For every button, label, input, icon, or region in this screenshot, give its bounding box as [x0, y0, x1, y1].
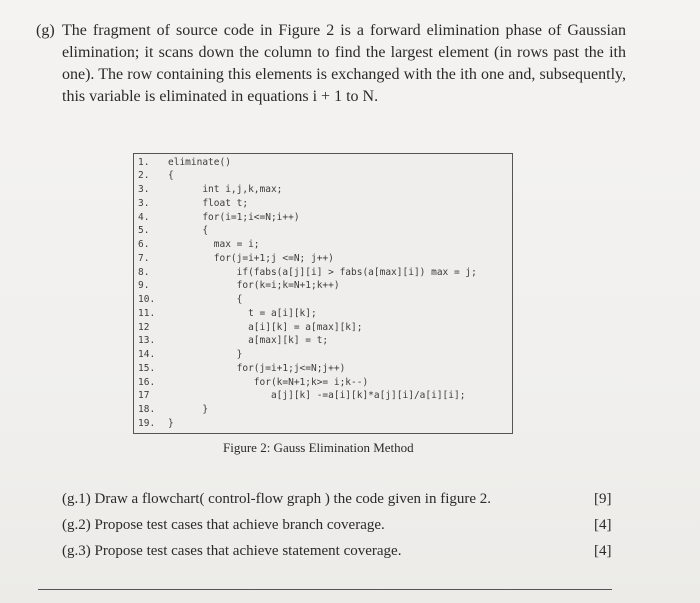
line-number: 1.: [138, 157, 150, 168]
line-text: t = a[i][k];: [168, 308, 317, 319]
subquestion-g1: (g.1) Draw a flowchart( control-flow graph ) the code given in figure 2.: [62, 491, 492, 507]
code-line: [138, 348, 242, 361]
line-text: a[max][k] = t;: [168, 335, 329, 346]
code-line: [138, 362, 345, 375]
bottom-divider: [38, 589, 612, 590]
line-text: }: [168, 349, 243, 360]
marks-g2: [4]: [594, 517, 612, 533]
line-number: 8.: [138, 267, 150, 278]
line-number: 2.: [138, 170, 150, 181]
code-line: [138, 211, 300, 224]
line-text: eliminate(): [168, 157, 231, 168]
code-line: [138, 293, 242, 306]
code-line: [138, 224, 208, 237]
line-number: 11.: [138, 308, 156, 319]
line-text: for(k=i;k=N+1;k++): [168, 280, 340, 291]
code-line: [138, 417, 174, 430]
line-text: a[i][k] = a[max][k];: [168, 322, 363, 333]
line-text: max = i;: [168, 239, 260, 250]
line-text: for(j=i+1;j <=N; j++): [168, 253, 334, 264]
line-text: for(i=1;i<=N;i++): [168, 212, 300, 223]
line-text: {: [168, 225, 209, 236]
code-line: [138, 252, 334, 265]
code-line: [138, 183, 282, 196]
code-line: [138, 238, 260, 251]
question-text: [62, 20, 626, 108]
code-line: [138, 321, 362, 334]
line-number: 4.: [138, 212, 150, 223]
line-text: a[j][k] -=a[i][k]*a[j][i]/a[i][i];: [168, 390, 466, 401]
line-text: int i,j,k,max;: [168, 184, 283, 195]
line-number: 5.: [138, 225, 150, 236]
line-number: 3.: [138, 184, 150, 195]
line-number: 17: [138, 390, 150, 401]
line-number: 14.: [138, 349, 156, 360]
figure-caption: Figure 2: Gauss Elimination Method: [223, 440, 414, 455]
code-line: [138, 169, 174, 182]
line-text: }: [168, 404, 209, 415]
line-number: 12: [138, 322, 150, 333]
question-g: [36, 20, 626, 108]
line-number: 16.: [138, 377, 156, 388]
code-line: [138, 266, 477, 279]
line-text: {: [168, 170, 174, 181]
line-number: 3.: [138, 198, 150, 209]
line-text: float t;: [168, 198, 249, 209]
line-text: if(fabs(a[j][i] > fabs(a[max][i]) max = j;: [168, 267, 477, 278]
line-number: 19.: [138, 418, 156, 429]
question-text-body: The fragment of source code in Figure 2 is a forward elimination phase of Gaussian elimination; it scans down the column to find the largest element (in rows past the ith one). The row containing this elements is exchanged with the ith one and, subsequently, this variable is eliminated in equations i + 1 to N.: [62, 22, 626, 105]
line-number: 9.: [138, 280, 150, 291]
subquestion-g2: (g.2) Propose test cases that achieve branch coverage.: [62, 517, 385, 533]
marks-g1: [9]: [594, 491, 612, 507]
line-number: 18.: [138, 404, 156, 415]
marks-g3: [4]: [594, 543, 612, 559]
line-number: 7.: [138, 253, 150, 264]
question-label: (g): [36, 22, 55, 39]
line-text: }: [168, 418, 174, 429]
code-line: [138, 389, 465, 402]
line-text: for(k=N+1;k>= i;k--): [168, 377, 369, 388]
line-text: for(j=i+1;j<=N;j++): [168, 363, 346, 374]
code-listing: [133, 153, 513, 434]
code-line: [138, 376, 368, 389]
code-line: [138, 156, 231, 169]
line-number: 15.: [138, 363, 156, 374]
code-line: [138, 403, 208, 416]
subquestion-g3: (g.3) Propose test cases that achieve statement coverage.: [62, 543, 402, 559]
line-text: {: [168, 294, 243, 305]
line-number: 13.: [138, 335, 156, 346]
code-line: [138, 279, 340, 292]
code-line: [138, 197, 248, 210]
line-number: 6.: [138, 239, 150, 250]
line-number: 10.: [138, 294, 156, 305]
code-line: [138, 307, 317, 320]
code-line: [138, 334, 328, 347]
